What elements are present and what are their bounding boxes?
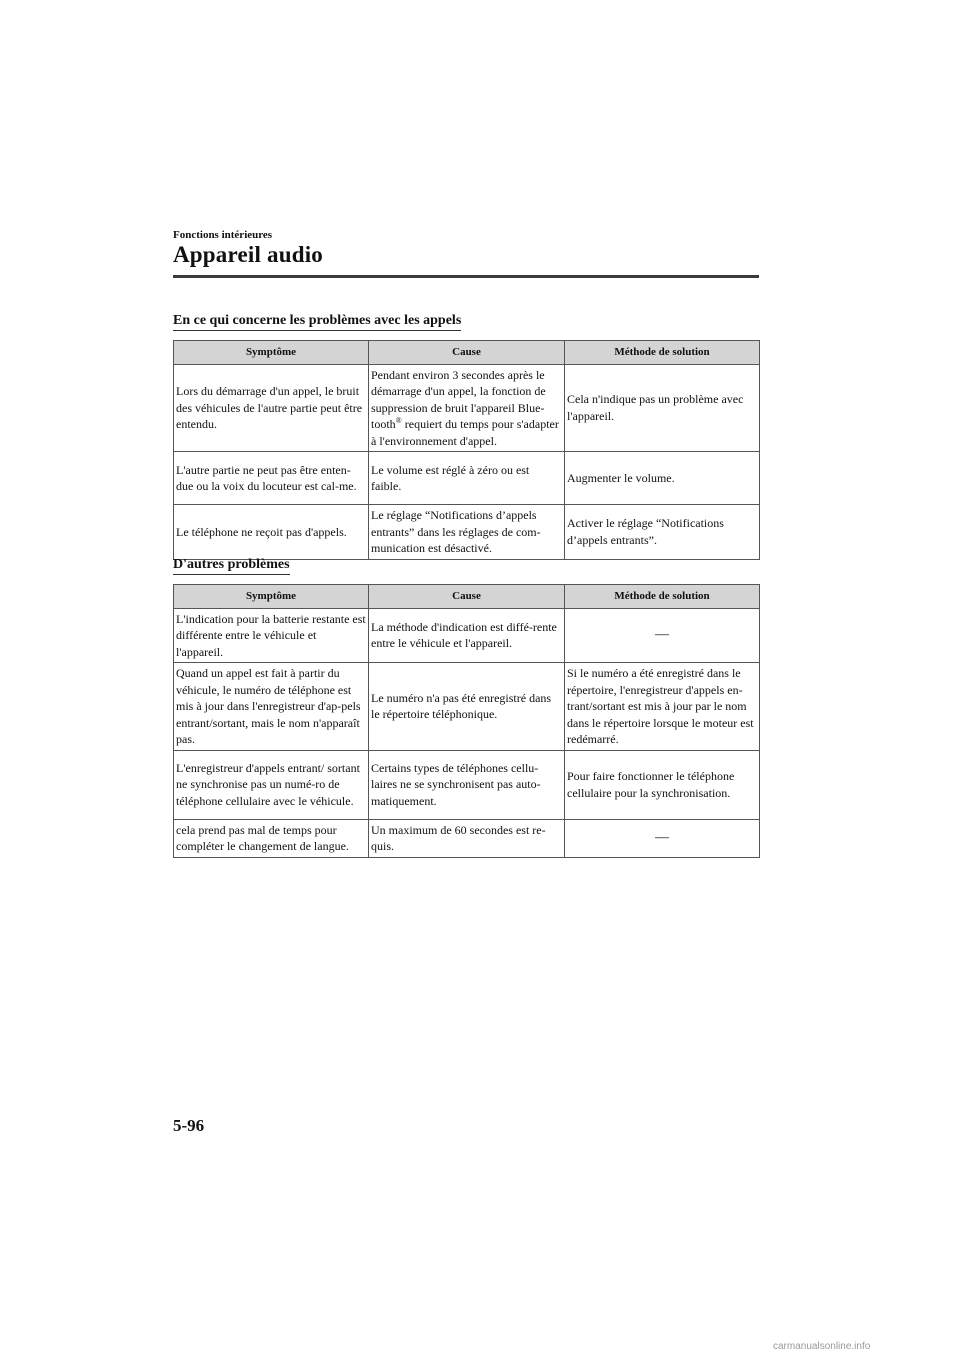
symptom-cell: Quand un appel est fait à partir du véhicule, le numéro de téléphone est mis à jour dans l'enregistreur d'ap-pels entrant/sortant, mais le nom n'apparaît pas.: [174, 663, 369, 751]
table-header-row: [174, 341, 760, 365]
symptom-cell: L'autre partie ne peut pas être enten-due ou la voix du locuteur est cal-me.: [174, 452, 369, 505]
symptom-cell: Le téléphone ne reçoit pas d'appels.: [174, 505, 369, 560]
breadcrumb: Fonctions intérieures: [173, 229, 273, 241]
solution-cell: Augmenter le volume.: [565, 452, 760, 505]
page-number: 5-96: [173, 1116, 205, 1135]
table-header-row: [174, 585, 760, 609]
table-row: [174, 364, 760, 452]
page-title: Appareil audio: [173, 242, 323, 267]
other-problems-table: [173, 584, 760, 858]
cause-cell: La méthode d'indication est diffé-rente entre le véhicule et l'appareil.: [369, 608, 565, 663]
symptom-cell: cela prend pas mal de temps pour compléter le changement de langue.: [174, 819, 369, 857]
call-problems-table: [173, 340, 760, 560]
table-row: [174, 663, 760, 751]
cause-cell: [369, 364, 565, 452]
solution-cell: ―: [565, 819, 760, 857]
symptom-cell: L'indication pour la batterie restante est différente entre le véhicule et l'appareil.: [174, 608, 369, 663]
table-row: [174, 819, 760, 857]
column-header-solution: Méthode de solution: [565, 585, 760, 609]
column-header-symptom: Symptôme: [174, 585, 369, 609]
column-header-cause: Cause: [369, 341, 565, 365]
table-row: [174, 750, 760, 819]
table-row: [174, 608, 760, 663]
solution-cell: Activer le réglage “Notifications d’appels entrants”.: [565, 505, 760, 560]
column-header-cause: Cause: [369, 585, 565, 609]
cause-cell: Un maximum de 60 secondes est re-quis.: [369, 819, 565, 857]
section-heading-call-problems: En ce qui concerne les problèmes avec les appels: [173, 313, 461, 331]
cause-cell: Certains types de téléphones cellu-laires ne se synchronisent pas auto-matiquement.: [369, 750, 565, 819]
cause-cell: Le réglage “Notifications d’appels entrants” dans les réglages de com-munication est désactivé.: [369, 505, 565, 560]
symptom-cell: Lors du démarrage d'un appel, le bruit des véhicules de l'autre partie peut être entendu.: [174, 364, 369, 452]
column-header-symptom: Symptôme: [174, 341, 369, 365]
watermark: carmanualsonline.info: [773, 1341, 871, 1352]
registered-mark: ®: [395, 416, 402, 425]
cause-text-cont: requiert du temps pour s'adapter à l'environnement d'appel.: [371, 417, 559, 448]
section-heading-other-problems: D'autres problèmes: [173, 557, 290, 575]
table-row: [174, 452, 760, 505]
solution-cell: Si le numéro a été enregistré dans le répertoire, l'enregistreur d'appels en-trant/sortant est mis à jour par le nom dans le répertoire lorsque le moteur est redémarré.: [565, 663, 760, 751]
symptom-cell: L'enregistreur d'appels entrant/ sortant ne synchronise pas un numé-ro de téléphone cellulaire avec le véhicule.: [174, 750, 369, 819]
solution-cell: Pour faire fonctionner le téléphone cellulaire pour la synchronisation.: [565, 750, 760, 819]
title-divider: [173, 275, 759, 278]
solution-cell: ―: [565, 608, 760, 663]
table-row: [174, 505, 760, 560]
cause-cell: Le numéro n'a pas été enregistré dans le répertoire téléphonique.: [369, 663, 565, 751]
column-header-solution: Méthode de solution: [565, 341, 760, 365]
cause-text: Pendant environ 3 secondes après le démarrage d'un appel, la fonction de suppression de bruit l'appareil Blue-tooth: [371, 367, 546, 431]
cause-cell: Le volume est réglé à zéro ou est faible.: [369, 452, 565, 505]
solution-cell: Cela n'indique pas un problème avec l'appareil.: [565, 364, 760, 452]
